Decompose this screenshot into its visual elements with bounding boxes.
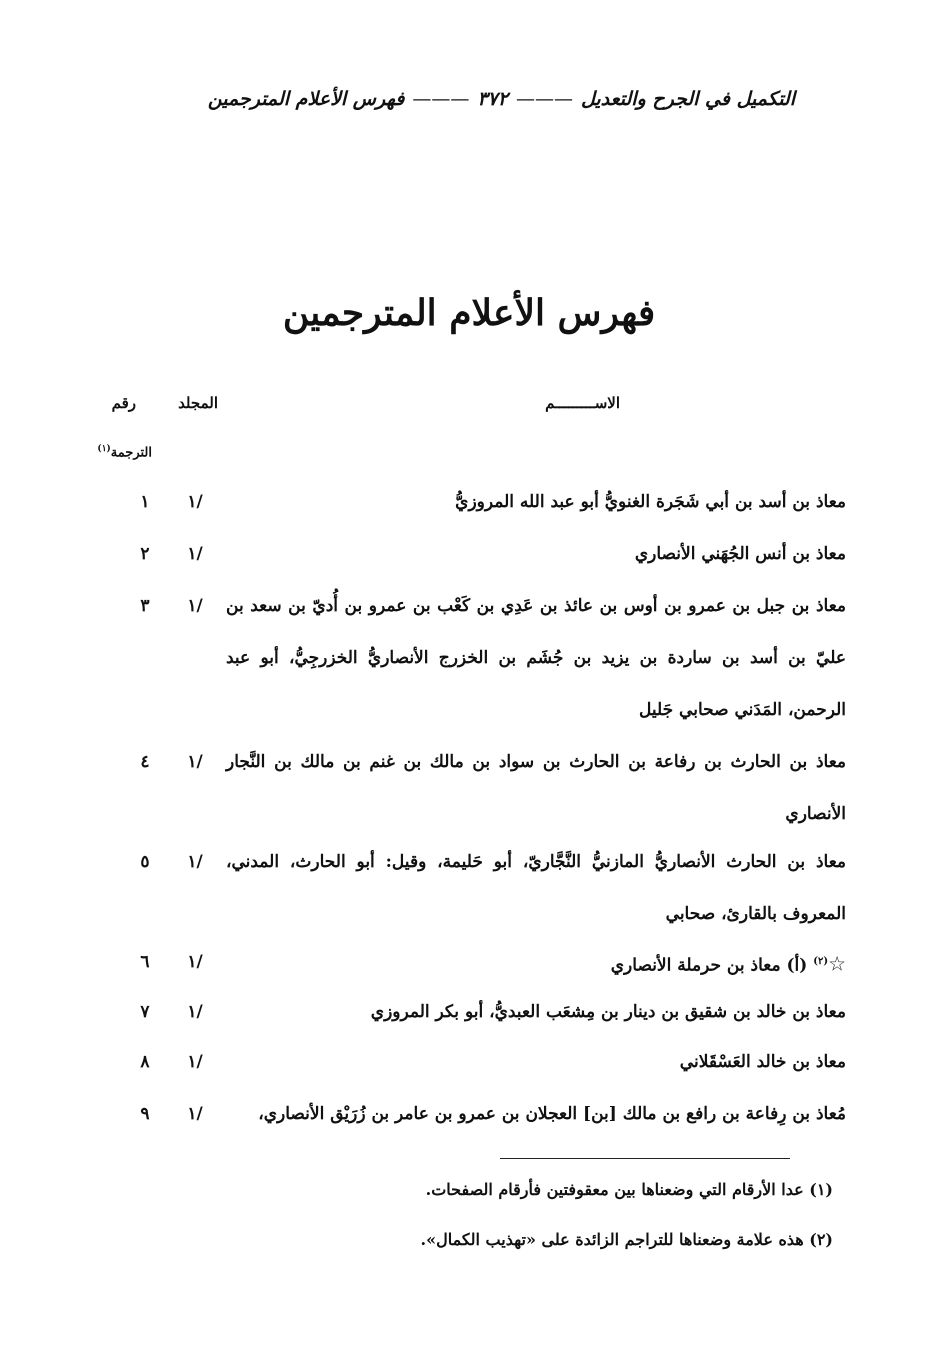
entry-name: معاذ بن الحارث بن رفاعة بن الحارث بن سواد بن مالك بن غنم بن مالك بن النَّجار الأنصاري (226, 752, 846, 824)
header-page-number: ٣٧٢ (477, 88, 508, 110)
entry-name: معاذ بن الحارث الأنصاريُّ المازنيُّ النَّجَّاريّ، أبو حَليمة، وقيل: أبو الحارث، المدني، المعروف بالقارئ، صحابي (226, 852, 846, 924)
entry-number: ٨ (140, 1052, 150, 1072)
footnote-ref-1: (١) (97, 444, 111, 454)
entry-volume: ١/ (187, 952, 203, 972)
entry-number: ٣ (140, 596, 150, 616)
header-separator: ——— (412, 88, 470, 110)
column-header-name: الاســـــــــم (545, 394, 620, 412)
entry-number: ٤ (140, 752, 150, 772)
entry-name: معاذ بن خالد العَسْقَلاني (679, 1052, 846, 1072)
column-header-number: رقم (111, 394, 136, 412)
entry-volume: ١/ (187, 544, 203, 564)
entry-name: معاذ بن جبل بن عمرو بن أوس بن عائذ بن عَدِي بن كَعْب بن عمرو بن أُديّ بن سعد بن عليّ بن أسد بن ساردة بن يزيد بن جُشَم بن الخزرج الأنصاريُّ الخزرجِيُّ، أبو عبد الرحمن، المَدَني صحابي جَليل (226, 596, 846, 720)
entry-volume: ١/ (187, 1052, 203, 1072)
page-title: فهرس الأعلام المترجمين (282, 292, 656, 334)
entry-name: معاذ بن خالد بن شقيق بن دينار بن مِشعَب العبديُّ، أبو بكر المروزي (370, 1002, 846, 1022)
entry-volume: ١/ (187, 492, 203, 512)
entry-volume: ١/ (187, 752, 203, 772)
star-icon: ☆ (828, 951, 846, 976)
header-section-title: فهرس الأعلام المترجمين (207, 88, 405, 110)
header-book-title: التكميل في الجرح والتعديل (580, 88, 795, 110)
entry-name: مُعاذ بن رِفاعة بن رافع بن مالك [بن] العجلان بن عمرو بن عامر بن زُرَيْق الأنصاري، (258, 1104, 846, 1124)
entry-number: ١ (140, 492, 150, 512)
entry-name: معاذ بن أنس الجُهَني الأنصاري (634, 544, 846, 564)
column-header-volume: المجلد (178, 394, 218, 412)
entry-name: معاذ بن أسد بن أبي شَجَرة الغنويُّ أبو عبد الله المروزيُّ (455, 492, 846, 512)
footnote-divider (500, 1158, 790, 1159)
entry-name: (أ) معاذ بن حرملة الأنصاري (610, 955, 808, 976)
entry-number: ٦ (140, 952, 150, 972)
column-header-number-sub (82, 444, 152, 460)
entry-number: ٢ (140, 544, 150, 564)
entry-number: ٥ (140, 852, 150, 872)
header-separator: ——— (515, 88, 573, 110)
footnote-2: (٢) هذه علامة وضعناها للتراجم الزائدة على «تهذيب الكمال». (420, 1230, 833, 1249)
entry-number: ٩ (140, 1104, 150, 1124)
footnote-1: (١) عدا الأرقام التي وضعناها بين معقوفتين فأرقام الصفحات. (425, 1180, 833, 1199)
entry-volume: ١/ (187, 852, 203, 872)
column-header-number-sub-text: الترجمة (110, 445, 152, 461)
footnote-ref-2: (٢) (813, 956, 829, 967)
entry-number: ٧ (140, 1002, 150, 1022)
entry-volume: ١/ (187, 1002, 203, 1022)
entry-name-line (226, 936, 846, 992)
running-header (190, 88, 795, 110)
entry-volume: ١/ (187, 1104, 203, 1124)
entry-volume: ١/ (187, 596, 203, 616)
